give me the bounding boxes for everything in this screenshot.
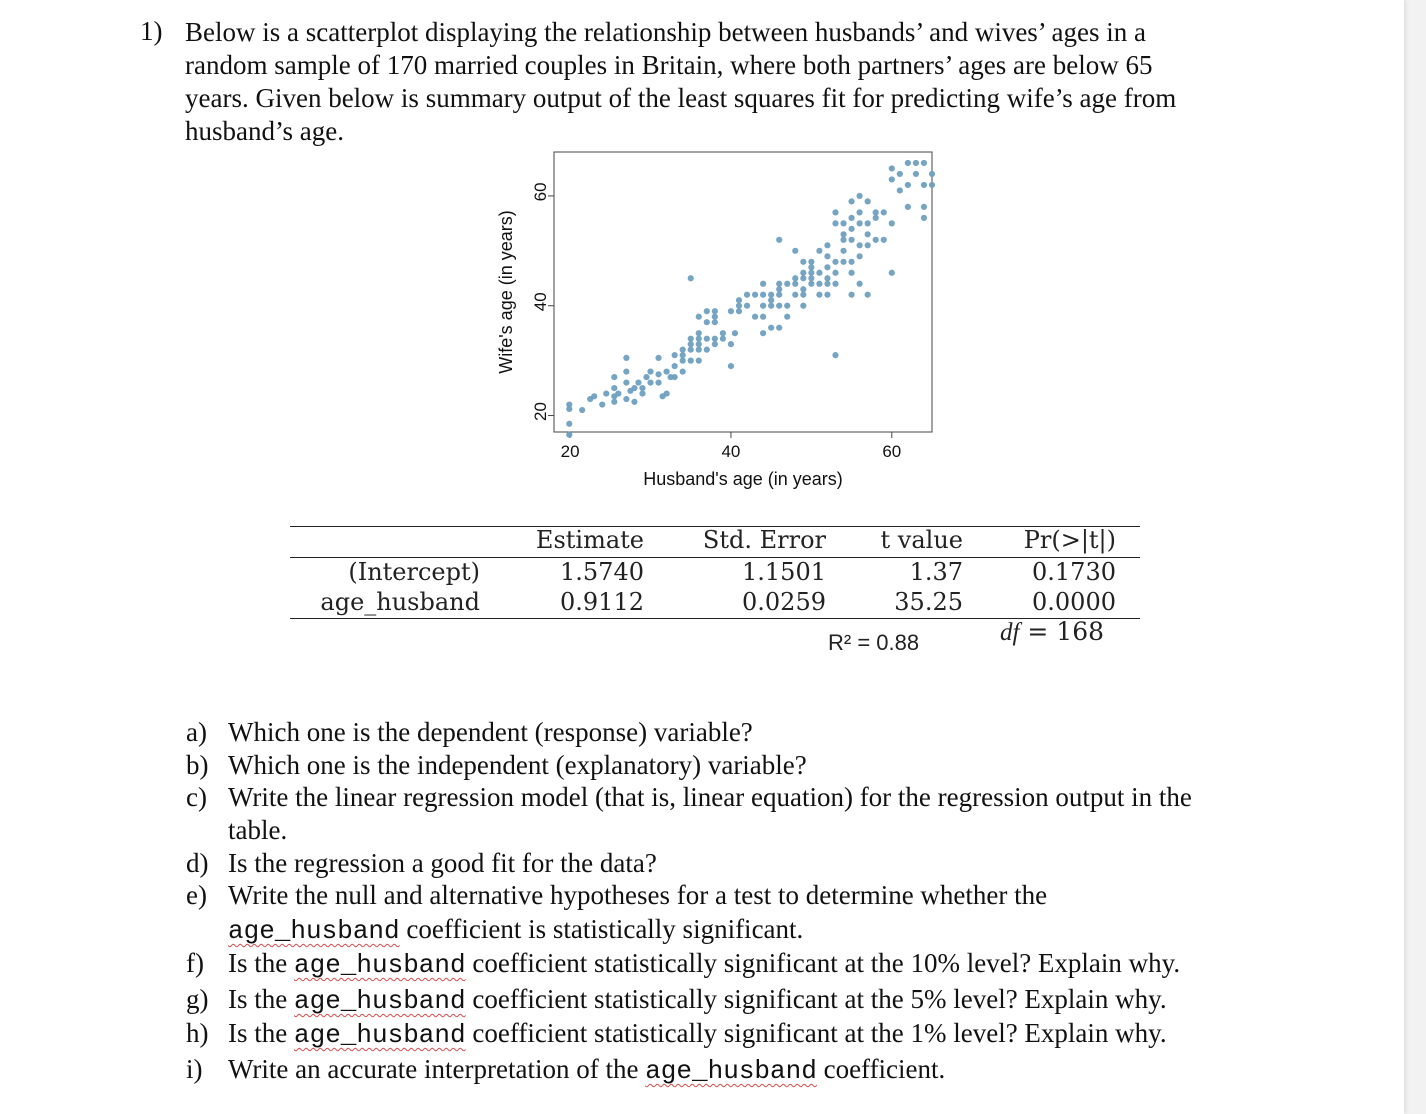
data-point [696,336,702,342]
data-point [712,314,718,320]
data-point [816,270,822,276]
age-husband-std-error: 0.0259 [742,588,826,616]
data-point [881,209,887,215]
data-point [800,303,806,309]
y-axis-label: Wife's age (in years) [496,210,516,374]
data-point [768,297,774,303]
data-point [736,297,742,303]
data-point [688,347,694,353]
data-point [655,355,661,361]
data-point [720,336,726,342]
question-line: years. Given below is summary output of the least squares fit for predicting wife’s age from [185,83,1177,113]
sub-question [186,716,753,749]
data-point [647,369,653,375]
row-name-intercept: (Intercept) [348,558,480,586]
sub-question-text [228,814,287,847]
data-point [611,385,617,391]
data-point [921,182,927,188]
data-point [732,330,738,336]
data-point [655,379,661,385]
data-point [728,308,734,314]
data-point [566,432,572,438]
question-line: Below is a scatterplot displaying the relationship between husbands’ and wives’ ages in a [185,17,1147,47]
data-point [720,330,726,336]
data-point [865,220,871,226]
data-point [840,237,846,243]
data-point [824,253,830,259]
data-point [696,341,702,347]
sub-question-text [228,913,803,948]
sub-question-label: g) [186,984,209,1014]
data-point [712,319,718,325]
sub-question [186,847,657,880]
data-point [857,193,863,199]
data-point [848,226,854,232]
sub-question [186,913,804,946]
data-point [800,270,806,276]
sub-question-label: e) [186,880,207,910]
data-point [816,281,822,287]
sub-question-segment: Is the [228,948,294,978]
data-point [905,160,911,166]
x-tick-label: 60 [882,442,902,461]
df-symbol: df [1000,619,1020,646]
data-point [824,292,830,298]
data-point [760,314,766,320]
data-point [784,281,790,287]
data-point [768,303,774,309]
data-point [865,242,871,248]
sub-question-segment: coefficient is statistically significant. [399,914,804,944]
sub-question-segment: Which one is the independent (explanatory) variable? [228,750,807,780]
data-point [712,336,718,342]
data-point [776,325,782,331]
data-point [591,393,597,399]
sub-question [186,1017,1167,1050]
data-point [824,275,830,281]
code-variable: age_husband [293,1020,466,1050]
data-point [663,369,669,375]
data-point [623,369,629,375]
data-point [672,363,678,369]
data-point [623,355,629,361]
scatterplot [480,140,950,495]
regression-table [290,524,1140,655]
data-point [857,220,863,226]
sub-question-text [228,1017,1167,1052]
data-point [848,237,854,243]
data-point [792,248,798,254]
sub-question-label: a) [186,717,207,747]
sub-question [186,814,288,847]
data-point [712,308,718,314]
data-point [704,336,710,342]
data-point [873,237,879,243]
data-point [579,407,585,413]
sub-question-label: c) [186,782,207,812]
sub-question [186,1053,946,1086]
data-point [905,182,911,188]
data-point [840,220,846,226]
x-tick-label: 40 [721,442,741,461]
data-point [808,275,814,281]
data-point [623,396,629,402]
data-point [680,358,686,364]
data-point [768,325,774,331]
data-point [566,421,572,427]
data-point [776,292,782,298]
data-point [824,242,830,248]
data-point [736,308,742,314]
data-point [643,374,649,380]
age-husband-estimate: 0.9112 [560,588,644,616]
data-point [784,303,790,309]
sub-question-segment: coefficient. [816,1054,946,1084]
column-header-p-value: Pr(>|t|) [1023,526,1116,554]
data-point [744,303,750,309]
data-point [808,270,814,276]
sub-question-text [228,983,1167,1018]
data-point [816,292,822,298]
data-point [639,390,645,396]
data-point [808,264,814,270]
data-point [857,253,863,259]
data-point [921,160,927,166]
data-point [889,270,895,276]
question-line: random sample of 170 married couples in Britain, where both partners’ ages are below 65 [185,50,1153,80]
data-point [776,237,782,243]
r-squared: R² = 0.88 [828,630,920,655]
data-point [848,259,854,265]
data-point [889,176,895,182]
data-point [840,248,846,254]
sub-question-segment: Is the [228,984,294,1014]
data-point [776,281,782,287]
data-point [857,281,863,287]
data-point [611,399,617,405]
data-point [603,390,609,396]
sub-question-segment: Is the regression a good fit for the data? [228,848,657,878]
sub-question-text [228,847,657,880]
sub-question-label: d) [186,848,209,878]
data-point [760,330,766,336]
y-tick-label: 20 [531,402,550,421]
data-point [873,215,879,221]
data-point [744,292,750,298]
data-point [816,248,822,254]
data-point [905,204,911,210]
data-point [865,231,871,237]
data-point [688,358,694,364]
data-point [704,308,710,314]
data-point [848,270,854,276]
column-header-estimate: Estimate [535,526,644,554]
data-point [752,292,758,298]
data-point [696,347,702,353]
data-point [704,319,710,325]
intercept-t-value: 1.37 [909,558,963,586]
sub-question-segment: coefficient statistically significant at the 1% level? Explain why. [465,1018,1167,1048]
data-point [832,209,838,215]
data-point [760,303,766,309]
sub-question [186,947,1181,980]
data-point [824,281,830,287]
data-point [897,187,903,193]
question-number: 1) [140,16,163,46]
data-point [696,314,702,320]
sub-question [186,879,1048,912]
data-point [680,369,686,375]
sub-question-label: i) [186,1054,203,1084]
data-point [848,215,854,221]
data-point [929,171,935,177]
data-point [760,292,766,298]
sub-question-segment: coefficient statistically significant at the 10% level? Explain why. [465,948,1181,978]
data-point [672,352,678,358]
data-point [921,215,927,221]
data-point [913,160,919,166]
intercept-estimate: 1.5740 [560,558,644,586]
sub-question [186,749,807,782]
data-point [631,399,637,405]
sub-question-text [228,781,1192,814]
y-tick-label: 60 [531,182,550,202]
y-tick-label: 40 [531,292,550,312]
data-point [800,259,806,265]
data-point [840,259,846,265]
data-point [631,385,637,391]
column-header-t-value: t value [880,526,963,554]
data-point [857,209,863,215]
data-point [688,341,694,347]
data-point [857,242,863,248]
data-point [712,341,718,347]
data-point [688,275,694,281]
data-point [611,374,617,380]
sub-question [186,983,1167,1016]
data-point [897,171,903,177]
data-point [832,270,838,276]
data-point [881,237,887,243]
sub-question [186,781,1192,814]
sub-question-segment: Write the null and alternative hypotheses for a test to determine whether the [228,880,1048,910]
sub-question-label: f) [186,948,204,978]
degrees-of-freedom [1000,617,1104,647]
code-variable: age_husband [293,986,466,1016]
data-point [921,204,927,210]
data-point [647,379,653,385]
data-point [848,292,854,298]
sub-question-segment: Is the [228,1018,294,1048]
data-point [736,303,742,309]
data-point [929,182,935,188]
data-point [913,171,919,177]
data-point [824,264,830,270]
data-point [792,281,798,287]
data-point [752,314,758,320]
sub-question-text [228,716,753,749]
data-point [696,330,702,336]
sub-question-text [228,879,1047,912]
data-point [760,281,766,287]
data-point [776,303,782,309]
data-point [599,401,605,407]
question-line: husband’s age. [185,116,344,146]
sub-question-segment: Which one is the dependent (response) variable? [228,717,753,747]
plot-frame [554,152,932,432]
data-point [832,220,838,226]
column-header-std-error: Std. Error [702,526,826,554]
sub-question-segment: coefficient statistically significant at the 5% level? Explain why. [465,984,1167,1014]
data-point [865,198,871,204]
data-point [792,275,798,281]
data-point [832,352,838,358]
question-text [185,16,1265,148]
code-variable: age_husband [293,950,466,980]
data-point [680,347,686,353]
data-point [639,385,645,391]
data-point [865,292,871,298]
data-point [688,336,694,342]
sub-question-segment: Write the linear regression model (that is, linear equation) for the regression output in the [228,782,1192,812]
df-value: = 168 [1027,617,1105,646]
data-point [623,379,629,385]
data-point [663,390,669,396]
data-point [800,292,806,298]
data-point [832,281,838,287]
age-husband-t-value: 35.25 [894,588,963,616]
sub-question-label: h) [186,1018,209,1048]
data-point [889,220,895,226]
data-point [672,374,678,380]
data-point [728,341,734,347]
data-point [800,286,806,292]
sub-question-segment: Write an accurate interpretation of the [228,1054,646,1084]
data-point [800,275,806,281]
intercept-std-error: 1.1501 [742,558,826,586]
data-point [776,286,782,292]
data-point [873,209,879,215]
data-point [566,401,572,407]
data-point [704,347,710,353]
data-point [635,379,641,385]
x-axis-label: Husband's age (in years) [643,469,843,489]
sub-question-text [228,1053,945,1088]
sub-question-text [228,947,1180,982]
data-point [768,292,774,298]
data-point [848,198,854,204]
data-point [792,292,798,298]
row-name-age-husband: age_husband [320,588,480,616]
data-point [832,259,838,265]
data-point [808,259,814,265]
age-husband-p-value: 0.0000 [1032,588,1116,616]
sub-question-segment: table. [228,815,288,845]
intercept-p-value: 0.1730 [1032,558,1116,586]
code-variable: age_husband [645,1056,817,1086]
sub-question-label: b) [186,750,209,780]
data-point [655,371,661,377]
data-point [808,281,814,287]
sub-question-text [228,749,807,782]
data-point [696,358,702,364]
x-tick-label: 20 [560,442,580,461]
code-variable: age_husband [228,916,400,946]
data-point [840,231,846,237]
data-point [889,165,895,171]
data-point [784,314,790,320]
data-point [728,363,734,369]
data-point [615,390,621,396]
data-point [680,352,686,358]
